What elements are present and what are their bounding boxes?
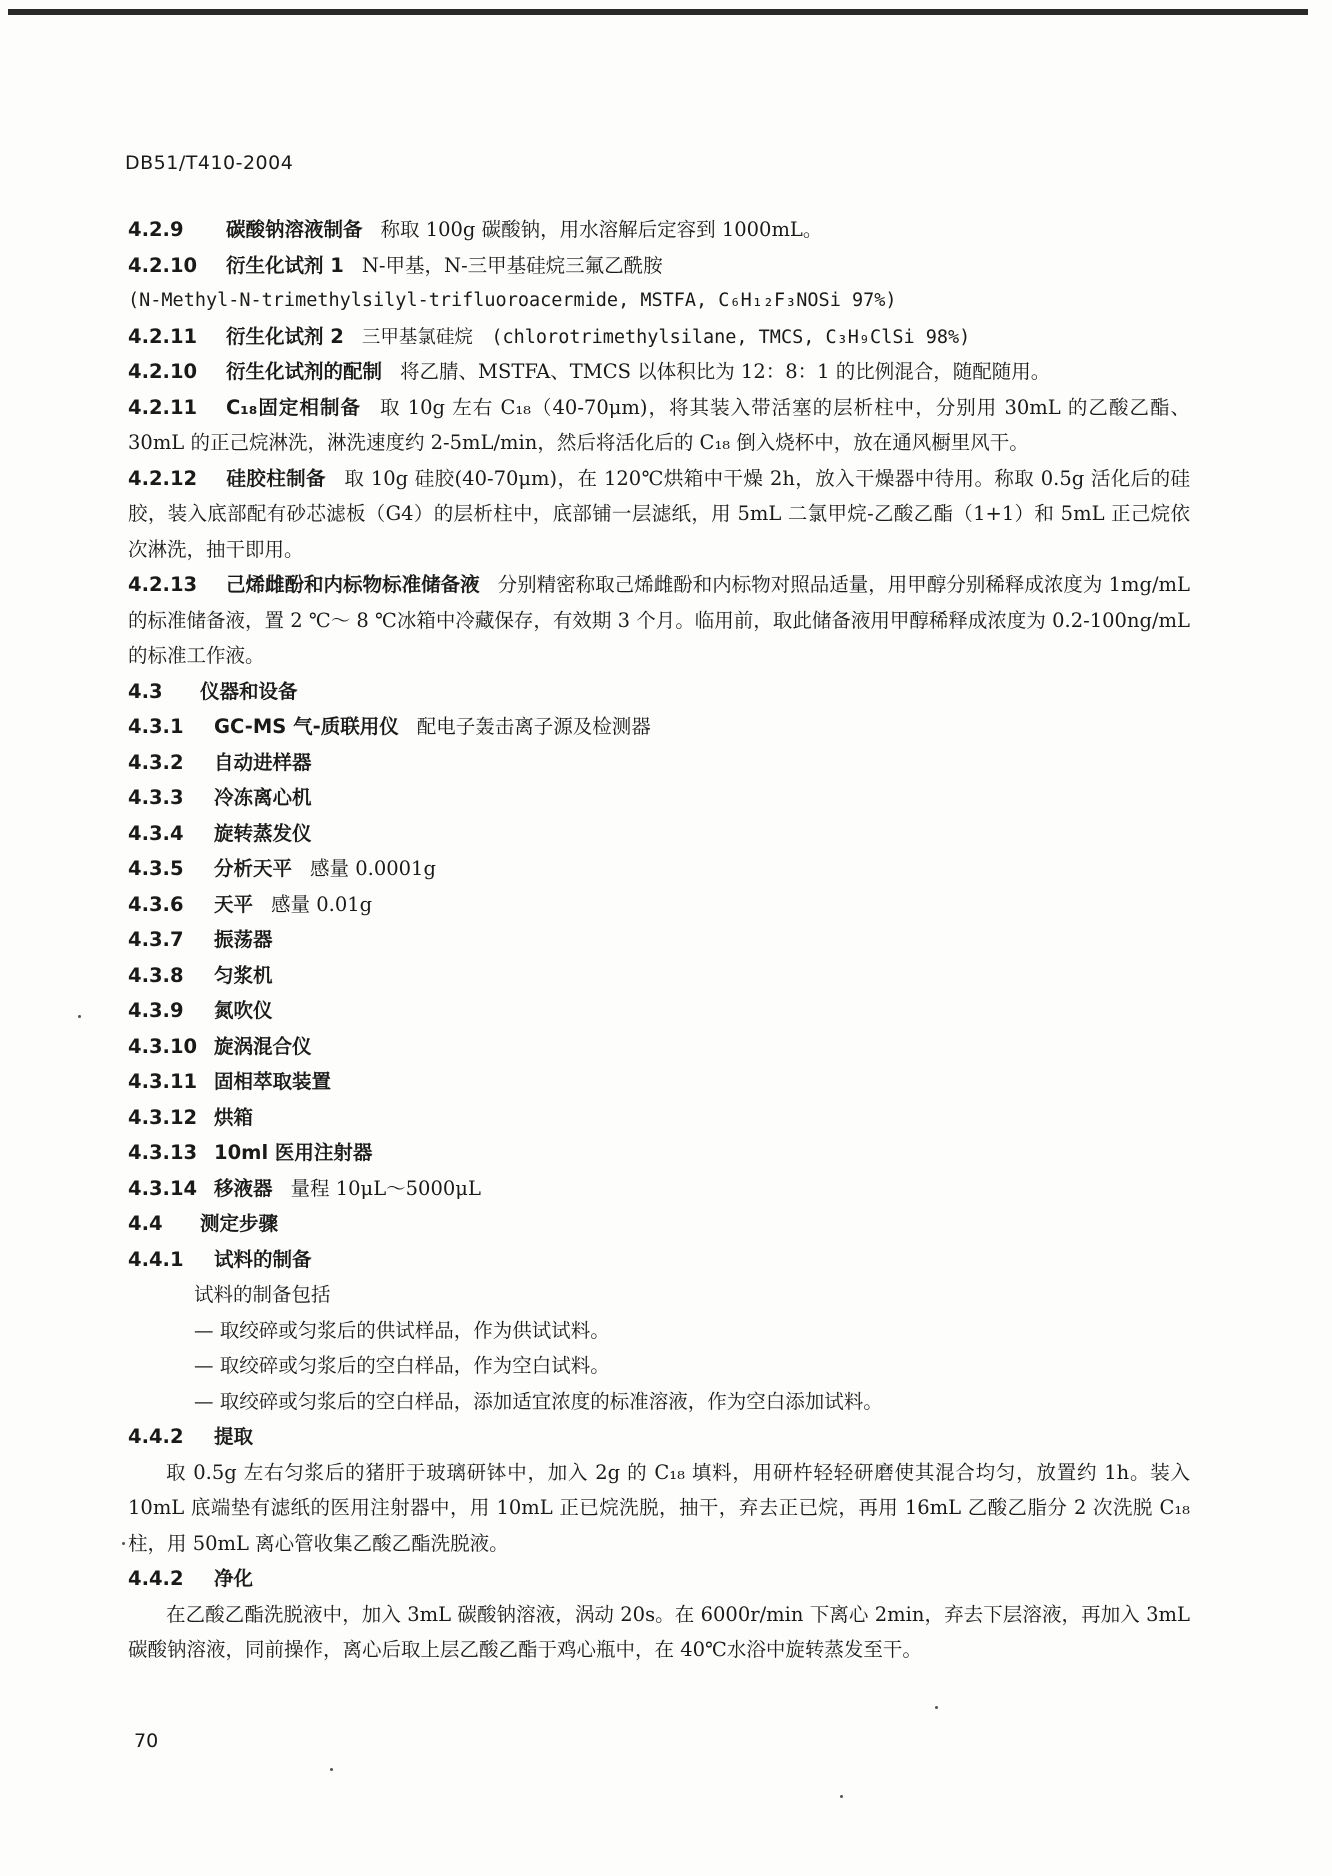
item-number: 4.3.2: [128, 750, 184, 774]
item-title: 固相萃取装置: [214, 1070, 332, 1093]
item-number: 4.4.1: [128, 1247, 184, 1271]
item-4-3-1: [128, 709, 1190, 745]
item-title: GC-MS 气-质联用仪: [214, 715, 399, 738]
item-text: 取 10g 硅胶(40-70μm)，在 120℃烘箱中干燥 2h，放入干燥器中待用。称取 0.5g 活化后的硅胶，装入底部配有砂芯滤板（G4）的层析柱中，底部铺一层滤纸，用 5mL 二氯甲烷-乙酸乙酯（1+1）和 5mL 正己烷依次淋洗，抽干即用。: [128, 466, 1190, 561]
item-text: 感量 0.01g: [271, 892, 373, 916]
scan-speck: [122, 1542, 125, 1545]
item-number: 4.4.2: [128, 1567, 184, 1590]
purify-paragraph: 在乙酸乙酯洗脱液中，加入 3mL 碳酸钠溶液，涡动 20s。在 6000r/min 下离心 2min，弃去下层溶液，再加入 3mL 碳酸钠溶液，同前操作，离心后取上层乙酸乙酯于鸡心瓶中，在 40℃水浴中旋转蒸发至干。: [128, 1602, 1190, 1661]
item-title: 冷冻离心机: [214, 786, 312, 809]
extract-paragraph: 取 0.5g 左右匀浆后的猪肝于玻璃研钵中，加入 2g 的 C₁₈ 填料，用研杵轻轻研磨使其混合均匀，放置约 1h。装入 10mL 底端垫有滤纸的医用注射器中，用 10mL 正已烷洗脱，抽干，弃去正已烷，再用 16mL 乙酸乙脂分 2 次洗脱 C₁₈ 柱，用 50mL 离心管收集乙酸乙酯洗脱液。: [128, 1460, 1190, 1555]
item-4-3-10: [128, 1029, 1190, 1065]
item-title: 自动进样器: [214, 750, 312, 774]
item-4-3-13: [128, 1135, 1190, 1171]
document-body: [128, 212, 1190, 1668]
item-4-3-14: [128, 1171, 1190, 1207]
item-title: 衍生化试剂 1: [226, 253, 344, 277]
scan-speck: [78, 1015, 81, 1018]
item-number: 4.3.5: [128, 857, 184, 880]
item-text: 取 10g 左右 C₁₈（40-70μm)，将其装入带活塞的层析柱中，分别用 30mL 的乙酸乙酯、30mL 的正己烷淋洗，淋洗速度约 2-5mL/min，然后将活化后的 C₁₈ 倒入烧杯中，放在通风橱里风干。: [128, 395, 1190, 454]
item-title: 分析天平: [214, 857, 293, 880]
item-number: 4.3.7: [128, 928, 184, 951]
scan-speck: [330, 1768, 333, 1771]
document-code: DB51/T410-2004: [125, 152, 294, 174]
item-text: 量程 10μL～5000μL: [290, 1176, 481, 1200]
item-title: 己烯雌酚和内标物标准储备液: [226, 573, 480, 596]
item-number: 4.2.11: [128, 395, 198, 419]
item-4-2-10b: [128, 354, 1190, 390]
item-number: 4.3.1: [128, 715, 184, 738]
item-title: 碳酸钠溶液制备: [226, 218, 363, 241]
section-title: 测定步骤: [200, 1212, 279, 1235]
item-number: 4.3.11: [128, 1070, 198, 1093]
item-number: 4.3.13: [128, 1141, 198, 1164]
dash-item: — 取绞碎或匀浆后的空白样品，添加适宜浓度的标准溶液，作为空白添加试料。: [194, 1389, 883, 1413]
item-number: 4.3.3: [128, 786, 184, 809]
item-number: 4.2.10: [128, 253, 198, 277]
item-number: 4.2.11: [128, 324, 198, 348]
item-number: 4.2.13: [128, 573, 198, 596]
item-number: 4.4: [128, 1212, 163, 1235]
item-text: 三甲基氯硅烷 (chlorotrimethylsilane, TMCS, C₃H₉ClSi 98%): [361, 326, 971, 348]
item-4-2-10a-continuation: (N-Methyl-N-trimethylsilyl-trifluoroacermide, MSTFA, C₆H₁₂F₃NOSi 97%): [128, 290, 897, 311]
item-number: 4.2.9: [128, 218, 184, 241]
item-4-3-9: [128, 993, 1190, 1029]
item-text: 分别精密称取己烯雌酚和内标物对照品适量，用甲醇分别稀释成浓度为 1mg/mL 的标准储备液，置 2 ℃～ 8 ℃冰箱中冷藏保存，有效期 3 个月。临用前，取此储备液用甲醇稀释成浓度为 0.2-100ng/mL 的标准工作液。: [128, 573, 1190, 667]
item-title: C₁₈固定相制备: [226, 395, 361, 419]
item-4-2-12: [128, 461, 1190, 568]
item-text: 称取 100g 碳酸钠，用水溶解后定容到 1000mL。: [380, 218, 823, 241]
item-title: 净化: [214, 1567, 254, 1590]
item-number: 4.3.4: [128, 821, 184, 845]
item-number: 4.3.14: [128, 1176, 198, 1200]
item-4-3-3: [128, 780, 1190, 816]
item-4-2-13: [128, 567, 1190, 674]
item-number: 4.3.10: [128, 1034, 198, 1058]
item-number: 4.2.12: [128, 466, 198, 490]
item-number: 4.3: [128, 679, 163, 703]
item-4-4-1-intro: 试料的制备包括: [194, 1283, 331, 1306]
item-title: 氮吹仪: [214, 999, 273, 1022]
item-4-4-2-purify: [128, 1561, 1190, 1597]
item-4-2-11b: [128, 390, 1190, 461]
item-title: 试料的制备: [214, 1247, 312, 1271]
item-4-3-12: [128, 1100, 1190, 1136]
scan-speck: [935, 1706, 938, 1709]
item-number: 4.3.9: [128, 999, 184, 1022]
item-number: 4.3.6: [128, 892, 184, 916]
page-number: 70: [134, 1730, 159, 1752]
section-4-3: [128, 674, 1190, 710]
item-4-4-1: [128, 1242, 1190, 1278]
scan-speck: [840, 1795, 843, 1798]
item-title: 振荡器: [214, 928, 273, 951]
item-title: 衍生化试剂的配制: [226, 360, 383, 383]
top-rule: [8, 9, 1308, 15]
item-title: 提取: [214, 1425, 254, 1448]
item-title: 衍生化试剂 2: [226, 324, 344, 348]
item-4-3-7: [128, 922, 1190, 958]
item-text: 感量 0.0001g: [310, 857, 436, 880]
item-4-4-2-extract: [128, 1419, 1190, 1455]
item-4-2-11a: [128, 319, 1190, 355]
item-4-2-10a: [128, 248, 1190, 284]
item-title: 移液器: [214, 1176, 273, 1200]
item-number: 4.3.12: [128, 1105, 198, 1129]
item-title: 匀浆机: [214, 963, 273, 987]
item-text: N-甲基，N-三甲基硅烷三氟乙酰胺: [361, 253, 663, 277]
dash-item: — 取绞碎或匀浆后的供试样品，作为供试试料。: [194, 1318, 610, 1342]
item-title: 10ml 医用注射器: [214, 1141, 373, 1164]
item-title: 烘箱: [214, 1105, 254, 1129]
item-4-3-6: [128, 887, 1190, 923]
item-4-3-2: [128, 745, 1190, 781]
item-number: 4.3.8: [128, 963, 184, 987]
item-4-3-4: [128, 816, 1190, 852]
item-4-3-11: [128, 1064, 1190, 1100]
item-title: 硅胶柱制备: [226, 466, 326, 490]
item-title: 旋涡混合仪: [214, 1034, 312, 1058]
item-4-3-8: [128, 958, 1190, 994]
dash-item: — 取绞碎或匀浆后的空白样品，作为空白试料。: [194, 1354, 610, 1377]
item-text: 配电子轰击离子源及检测器: [416, 715, 651, 738]
item-4-3-5: [128, 851, 1190, 887]
item-4-2-9: [128, 212, 1190, 248]
item-title: 旋转蒸发仪: [214, 821, 312, 845]
item-number: 4.4.2: [128, 1425, 184, 1448]
section-title: 仪器和设备: [200, 679, 298, 703]
item-number: 4.2.10: [128, 360, 198, 383]
section-4-4: [128, 1206, 1190, 1242]
item-title: 天平: [214, 892, 254, 916]
item-text: 将乙腈、MSTFA、TMCS 以体积比为 12：8：1 的比例混合，随配随用。: [400, 360, 1051, 383]
